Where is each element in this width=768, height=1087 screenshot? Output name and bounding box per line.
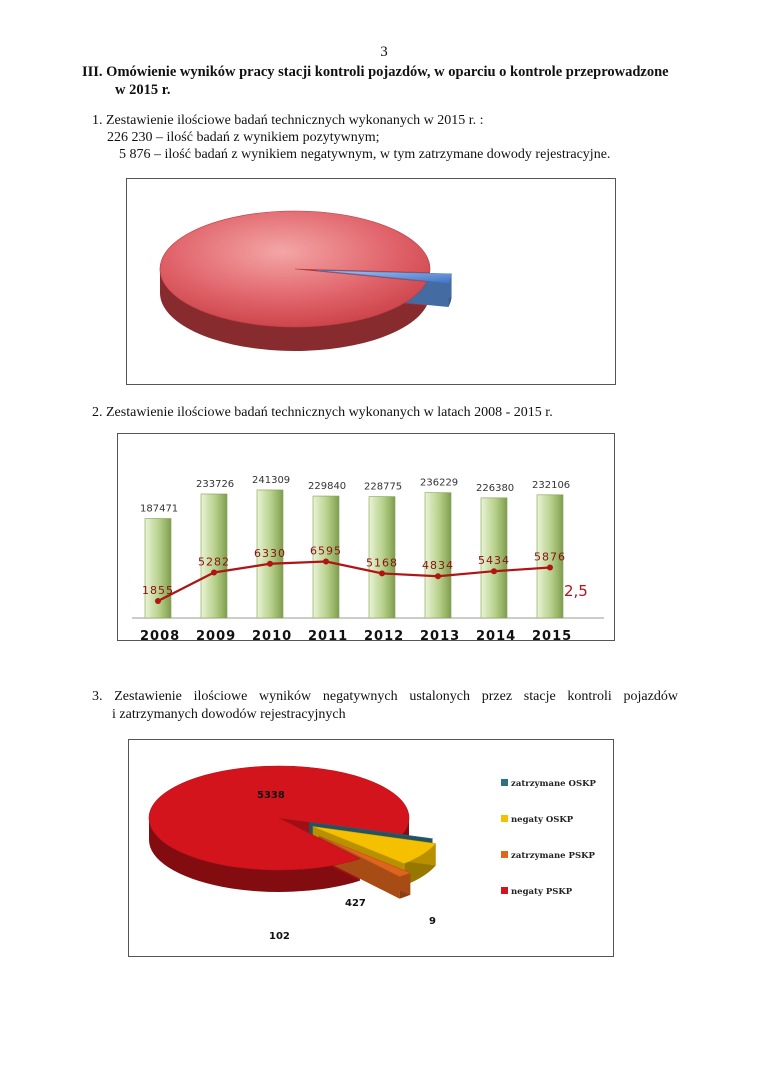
chart3-legend-swatch-1 — [501, 815, 508, 822]
chart2-line-label-2012: 5168 — [366, 556, 398, 570]
chart2-line-point-2010 — [267, 561, 273, 567]
chart1-svg — [127, 179, 615, 384]
chart3-svg — [129, 740, 613, 956]
chart3-legend — [501, 779, 596, 897]
chart3-frame — [128, 739, 614, 957]
chart2-line-point-2014 — [491, 568, 497, 574]
item3-word-0: 3. — [92, 689, 103, 704]
chart2-xtick-2014: 2014 — [476, 629, 517, 640]
section-heading-line1: III. Omówienie wyników pracy stacji kontroli pojazdów, w oparciu o kontrole przeprowadzone — [82, 64, 669, 80]
item3-label-line1 — [92, 688, 678, 706]
chart2-line-label-2014: 5434 — [478, 554, 510, 568]
chart2-bar-label-2011: 229840 — [308, 481, 347, 493]
chart3-legend-label-0: zatrzymane OSKP — [511, 779, 596, 789]
item3-word-7: stacje — [523, 689, 556, 704]
chart3-slices — [149, 766, 436, 942]
chart2-line-label-2008: 1855 — [142, 584, 174, 598]
chart3-legend-swatch-0 — [501, 779, 508, 786]
chart2-xtick-2011: 2011 — [308, 629, 349, 640]
chart2-line-point-2008 — [155, 598, 161, 604]
item3-word-2: ilościowe — [193, 689, 248, 704]
chart2-xtick-2008: 2008 — [140, 629, 181, 640]
item3-word-5: ustalonych — [409, 689, 470, 704]
item3-label — [92, 688, 678, 724]
chart3-data-label-2: 427 — [345, 898, 366, 909]
chart3-legend-label-3: negaty PSKP — [511, 887, 573, 897]
item3-word-1: Zestawienie — [114, 689, 182, 704]
item3-word-6: przez — [481, 689, 513, 704]
chart3-legend-label-1: negaty OSKP — [511, 815, 574, 825]
chart2-line-label-2009: 5282 — [198, 555, 230, 569]
chart2-xtick-2009: 2009 — [196, 629, 237, 640]
chart2-svg — [118, 434, 614, 640]
chart3-data-label-0: 5338 — [257, 790, 285, 801]
chart3-data-label-3: 102 — [269, 931, 290, 942]
chart1-slice-0 — [160, 211, 430, 327]
chart2-line-label-2015: 5876 — [534, 550, 566, 564]
chart2-bar-label-2009: 233726 — [196, 478, 235, 490]
item1-positive: 226 230 – ilość badań z wynikiem pozytywnym; — [107, 130, 380, 145]
chart2-xtick-2012: 2012 — [364, 629, 405, 640]
chart2-xtick-2015: 2015 — [532, 629, 573, 640]
chart2-frame — [117, 433, 615, 641]
item3-word-4: negatywnych — [322, 689, 398, 704]
chart2-xtick-2013: 2013 — [420, 629, 461, 640]
item1-label: 1. Zestawienie ilościowe badań technicznych wykonanych w 2015 r. : — [92, 113, 484, 128]
chart1-slices — [160, 211, 452, 351]
item1-negative: 5 876 – ilość badań z wynikiem negatywnym, w tym zatrzymane dowody rejestracyjne. — [119, 147, 611, 162]
chart2-xtick-2010: 2010 — [252, 629, 293, 640]
item3-label-line2: i zatrzymanych dowodów rejestracyjnych — [112, 707, 346, 722]
chart2-line-label-2010: 6330 — [254, 546, 286, 560]
chart3-data-label-1: 9 — [429, 916, 436, 927]
chart2-bar-label-2012: 228775 — [364, 481, 403, 493]
chart2-line-point-2012 — [379, 570, 385, 576]
section-heading-line2: w 2015 r. — [115, 82, 171, 98]
chart2-line-point-2015 — [547, 565, 553, 571]
chart2-annotation: 2,5 — [564, 582, 588, 600]
item3-word-8: kontroli — [567, 689, 612, 704]
chart1-frame — [126, 178, 616, 385]
chart2-line-label-2013: 4834 — [422, 559, 454, 573]
section-heading — [82, 63, 682, 99]
page-number: 3 — [380, 44, 388, 60]
chart3-legend-label-2: zatrzymane PSKP — [511, 851, 595, 861]
chart2-line-point-2011 — [323, 559, 329, 565]
item3-word-3: wyników — [259, 689, 312, 704]
chart2-bar-label-2015: 232106 — [532, 479, 571, 491]
chart2-line-point-2013 — [435, 573, 441, 579]
item3-word-9: pojazdów — [623, 689, 678, 704]
chart2-bar-2013 — [425, 493, 451, 618]
chart2-bar-label-2010: 241309 — [252, 474, 291, 486]
item2-label: 2. Zestawienie ilościowe badań technicznych wykonanych w latach 2008 - 2015 r. — [92, 405, 553, 420]
chart3-legend-swatch-2 — [501, 851, 508, 858]
chart2-line-label-2011: 6595 — [310, 544, 342, 558]
chart3-legend-swatch-3 — [501, 887, 508, 894]
chart2-bar-label-2008: 187471 — [140, 503, 179, 515]
chart2-bar-label-2013: 236229 — [420, 477, 459, 489]
chart2-line-point-2009 — [211, 569, 217, 575]
chart2-bar-label-2014: 226380 — [476, 482, 515, 494]
